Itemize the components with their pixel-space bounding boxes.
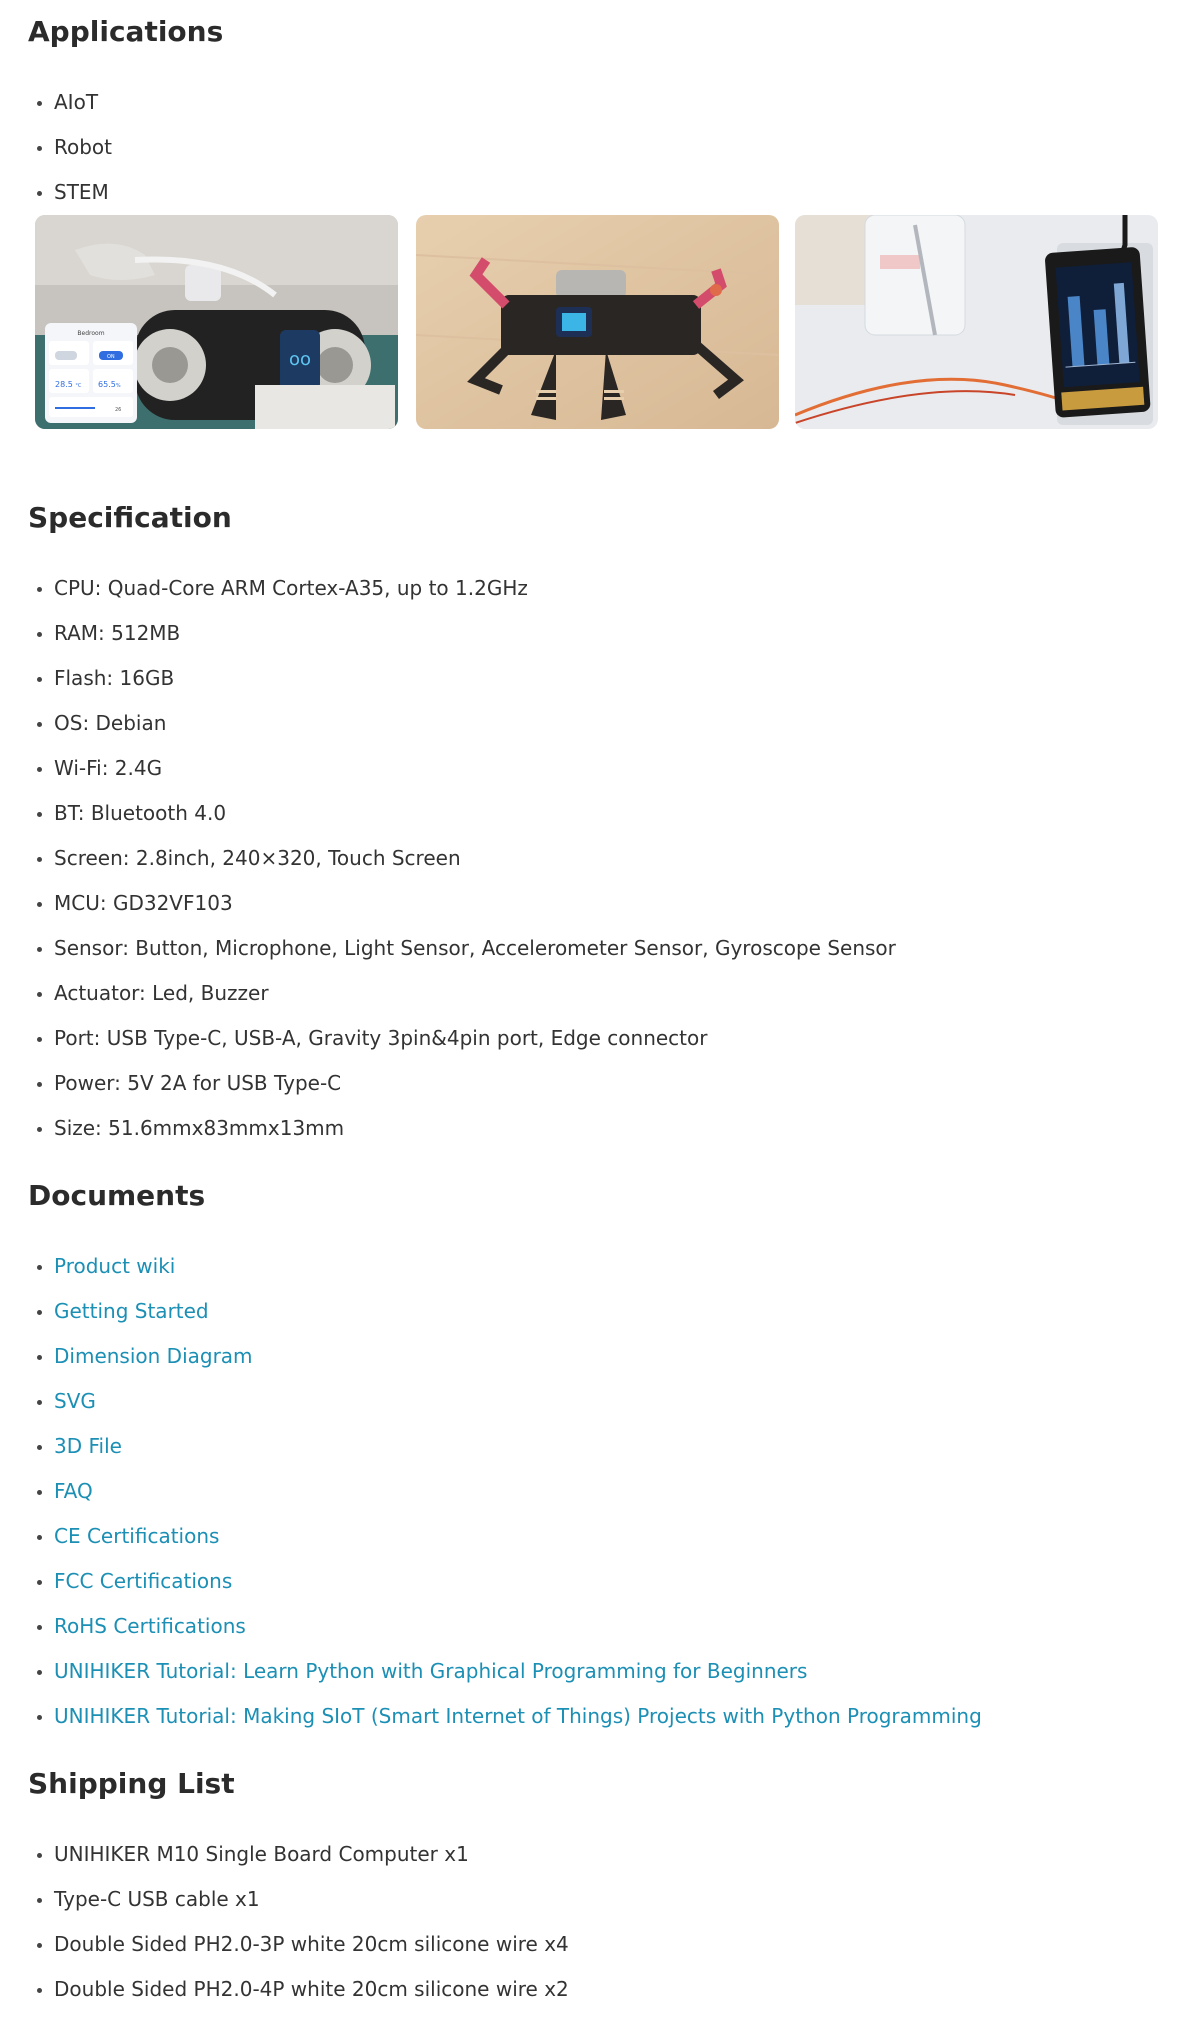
faq-link[interactable]: FAQ (54, 1479, 93, 1503)
applications-gallery (35, 215, 1160, 429)
applications-heading: Applications (28, 15, 224, 48)
list-item: Power: 5V 2A for USB Type-C (0, 1061, 896, 1106)
list-item: RAM: 512MB (0, 611, 896, 656)
list-item: Size: 51.6mmx83mmx13mm (0, 1106, 896, 1151)
3d-file-link[interactable]: 3D File (54, 1434, 122, 1458)
humidity-value: 65.5 (98, 380, 116, 389)
list-item: Sensor: Button, Microphone, Light Sensor, Accelerometer Sensor, Gyroscope Sensor (0, 926, 896, 971)
list-item: Type-C USB cable x1 (0, 1877, 569, 1922)
list-item: BT: Bluetooth 4.0 (0, 791, 896, 836)
rohs-certifications-link[interactable]: RoHS Certifications (54, 1614, 246, 1638)
shipping-list-heading: Shipping List (28, 1767, 235, 1800)
doc-link-item (0, 1469, 982, 1514)
product-wiki-link[interactable]: Product wiki (54, 1254, 176, 1278)
toggle-on-label: ON (107, 354, 115, 360)
doc-link-item (0, 1604, 982, 1649)
svg-text:oo: oo (288, 349, 312, 370)
list-item: CPU: Quad-Core ARM Cortex-A35, up to 1.2GHz (0, 566, 896, 611)
dimension-diagram-link[interactable]: Dimension Diagram (54, 1344, 253, 1368)
ce-certifications-link[interactable]: CE Certifications (54, 1524, 220, 1548)
humidity-unit: % (115, 383, 121, 389)
tutorial-graphical-programming-link[interactable]: UNIHIKER Tutorial: Learn Python with Graphical Programming for Beginners (54, 1659, 808, 1683)
getting-started-link[interactable]: Getting Started (54, 1299, 209, 1323)
doc-link-item (0, 1514, 982, 1559)
list-item: OS: Debian (0, 701, 896, 746)
doc-link-item (0, 1379, 982, 1424)
fcc-certifications-link[interactable]: FCC Certifications (54, 1569, 233, 1593)
list-item: AIoT (0, 80, 112, 125)
list-item: UNIHIKER M10 Single Board Computer x1 (0, 1832, 569, 1877)
doc-link-item (0, 1289, 982, 1334)
stem-application-image (795, 215, 1158, 429)
list-item: STEM (0, 170, 112, 215)
list-item: Flash: 16GB (0, 656, 896, 701)
applications-list (0, 80, 112, 215)
doc-link-item (0, 1694, 982, 1739)
list-item: Wi-Fi: 2.4G (0, 746, 896, 791)
doc-link-item (0, 1424, 982, 1469)
documents-list (0, 1244, 982, 1739)
list-item: MCU: GD32VF103 (0, 881, 896, 926)
list-item: Screen: 2.8inch, 240×320, Touch Screen (0, 836, 896, 881)
bedroom-label: Bedroom (77, 330, 105, 337)
documents-heading: Documents (28, 1179, 206, 1212)
tutorial-siot-link[interactable]: UNIHIKER Tutorial: Making SIoT (Smart Internet of Things) Projects with Python Programming (54, 1704, 982, 1728)
slider-value: 26 (115, 407, 122, 413)
shipping-list (0, 1832, 569, 2012)
specification-list (0, 566, 896, 1151)
doc-link-item (0, 1559, 982, 1604)
list-item: Port: USB Type-C, USB-A, Gravity 3pin&4pin port, Edge connector (0, 1016, 896, 1061)
list-item: Robot (0, 125, 112, 170)
temperature-value: 28.5 (55, 380, 73, 389)
list-item: Double Sided PH2.0-4P white 20cm silicone wire x2 (0, 1967, 569, 2012)
temperature-unit: °C (75, 383, 82, 389)
specification-heading: Specification (28, 501, 232, 534)
list-item: Actuator: Led, Buzzer (0, 971, 896, 1016)
robot-application-image (416, 215, 779, 429)
aiot-application-image (35, 215, 398, 429)
svg-link[interactable]: SVG (54, 1389, 96, 1413)
doc-link-item (0, 1334, 982, 1379)
doc-link-item (0, 1244, 982, 1289)
doc-link-item (0, 1649, 982, 1694)
list-item: Double Sided PH2.0-3P white 20cm silicone wire x4 (0, 1922, 569, 1967)
